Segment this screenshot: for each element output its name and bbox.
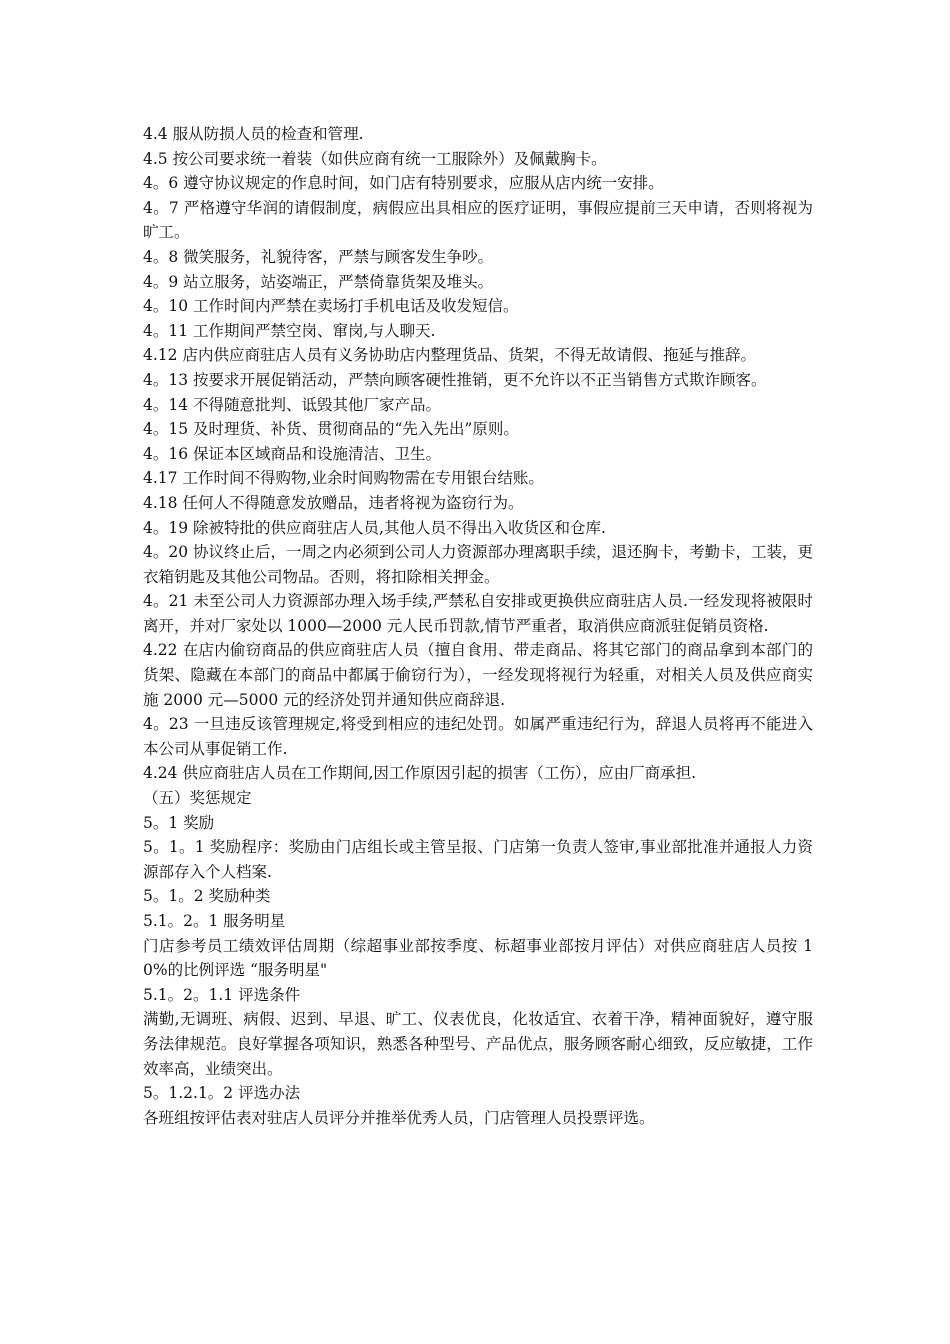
paragraph-selection-method: 各班组按评估表对驻店人员评分并推举优秀人员，门店管理人员投票评选。 [143,1108,655,1127]
paragraph-4-10: 4。10 工作时间内严禁在卖场打手机电话及收发短信。 [143,297,519,316]
paragraph-4-7: 4。7 严格遵守华润的请假制度，病假应出具相应的医疗证明，事假应提前三天申请，否则将视为旷工。 [143,198,813,242]
paragraph-4-21: 4。21 未至公司人力资源部办理入场手续,严禁私自安排或更换供应商驻店人员.一经发现将被限时离开，并对厂家处以 1000—2000 元人民币罚款,情节严重者，取消供应商派驻促销员资格. [143,592,813,635]
heading-5-1: 5。1 奖励 [143,813,215,832]
paragraph-4-15: 4。15 及时理货、补货、贯彻商品的“先入先出”原则。 [143,420,519,439]
paragraph-4-16: 4。16 保证本区域商品和设施清洁、卫生。 [143,444,442,463]
paragraph-4-8: 4。8 微笑服务，礼貌待客，严禁与顾客发生争吵。 [143,247,494,266]
paragraph-4-18: 4.18 任何人不得随意发放赠品，违者将视为盗窃行为。 [143,493,524,512]
paragraph-4-14: 4。14 不得随意批判、诋毁其他厂家产品。 [143,395,442,414]
paragraph-4-12: 4.12 店内供应商驻店人员有义务协助店内整理货品、货架，不得无故请假、拖延与推辞。 [143,346,756,365]
paragraph-selection-criteria: 满勤,无调班、病假、迟到、早退、旷工、仪表优良，化妆适宜、衣着干净，精神面貌好，遵守服务法律规范。良好掌握各项知识，熟悉各种型号、产品优点，服务顾客耐心细致，反应敏捷，工作效率高，业绩突出。 [143,1010,813,1078]
paragraph-4-20: 4。20 协议终止后，一周之内必须到公司人力资源部办理离职手续，退还胸卡，考勤卡，工装，更衣箱钥匙及其他公司物品。否则，将扣除相关押金。 [143,543,814,586]
heading-5-1-2: 5。1。2 奖励种类 [143,887,271,906]
heading-5-1-2-1: 5.1。2。1 服务明星 [143,912,286,930]
paragraph-4-11: 4。11 工作期间严禁空岗、窜岗,与人聊天. [143,321,436,340]
paragraph-4-5: 4.5 按公司要求统一着装（如供应商有统一工服除外）及佩戴胸卡。 [143,149,607,168]
paragraph-4-4: 4.4 服从防损人员的检查和管理. [143,125,364,143]
paragraph-4-22: 4.22 在店内偷窃商品的供应商驻店人员（擅自食用、带走商品、将其它部门的商品拿到本部门的货架、隐藏在本部门的商品中都属于偷窃行为），一经发现将视行为轻重，对相关人员及供应商实施 2000 元—5000 元的经济处罚并通知供应商辞退. [143,641,813,709]
document-body [143,122,813,1130]
section-heading-rewards-penalties: （五）奖惩规定 [143,789,252,808]
paragraph-4-6: 4。6 遵守协议规定的作息时间，如门店有特别要求，应服从店内统一安排。 [143,174,664,193]
paragraph-4-19: 4。19 除被特批的供应商驻店人员,其他人员不得出入收货区和仓库. [143,518,606,537]
paragraph-5-1-1: 5。1。1 奖励程序：奖励由门店组长或主管呈报、门店第一负责人签审,事业部批准并通报人力资源部存入个人档案. [143,838,813,881]
paragraph-4-17: 4.17 工作时间不得购物,业余时间购物需在专用银台结账。 [143,469,544,488]
paragraph-4-9: 4。9 站立服务，站姿端正，严禁倚靠货架及堆头。 [143,272,494,291]
paragraph-service-star: 门店参考员工绩效评估周期（综超事业部按季度、标超事业部按月评估）对供应商驻店人员按 10%的比例评选 “服务明星" [143,936,813,980]
paragraph-4-23: 4。23 一旦违反该管理规定,将受到相应的违纪处罚。如属严重违纪行为，辞退人员将再不能进入本公司从事促销工作. [143,715,813,758]
heading-5-1-2-1-1: 5.1。2。1.1 评选条件 [143,985,301,1004]
heading-5-1-2-1-2: 5。1.2.1。2 评选办法 [143,1084,301,1103]
paragraph-4-13: 4。13 按要求开展促销活动，严禁向顾客硬性推销，更不允许以不正当销售方式欺诈顾客。 [143,370,767,389]
paragraph-4-24: 4.24 供应商驻店人员在工作期间,因工作原因引起的损害（工伤），应由厂商承担. [143,764,697,783]
